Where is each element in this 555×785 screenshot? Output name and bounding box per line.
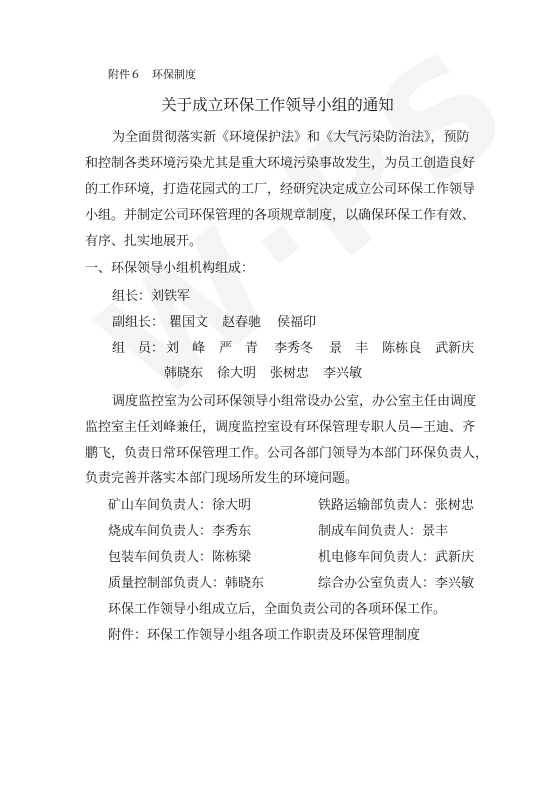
member-name: 李秀冬 [274,341,314,356]
responsible-right: 机电修车间负责人：武新庆 [318,550,475,565]
deputy-name: 赵春驰 [222,315,262,330]
leader-name: 刘铁军 [151,289,191,304]
leader-line [112,285,190,304]
document-title: 关于成立环保工作领导小组的通知 [161,96,394,114]
deputy-label: 副组长： [112,315,165,330]
member-name: 武新庆 [435,341,475,356]
member-name: 景 丰 [329,341,369,356]
responsible-left: 包装车间负责人：陈栋梁 [108,550,252,565]
responsible-left: 烧成车间负责人：李秀东 [108,524,252,539]
responsible-right: 制成车间负责人：景丰 [318,524,449,539]
office-line-3: 鹏飞，负责日常环保管理工作。公司各部门领导为本部门环保负责人， [85,446,489,461]
member-name: 陈栋良 [382,341,422,356]
office-line-2: 监控室主任刘峰兼任，调度监控室设有环保管理专职人员—王迪、齐 [85,420,476,435]
members-line-2 [164,362,362,381]
member-name: 徐大明 [217,366,257,381]
member-name: 严 青 [219,341,259,356]
closing-line: 环保工作领导小组成立后，全面负责公司的各项环保工作。 [108,602,447,617]
intro-line-1: 为全面贯彻落实新《环境保护法》和《大气污染防治法》，预防 [112,130,470,145]
responsible-right: 综合办公室负责人：李兴敏 [318,576,475,591]
responsible-left: 矿山车间负责人：徐大明 [108,498,252,513]
office-line-1: 调度监控室为公司环保领导小组常设办公室，办公室主任由调度 [112,394,477,409]
leader-label: 组长： [112,289,152,304]
deputy-line [112,311,316,330]
intro-line-3: 的工作环境，打造花园式的工厂，经研究决定成立公司环保工作领导 [85,182,476,197]
intro-line-4: 小组。并制定公司环保管理的各项规章制度，以确保环保工作有效、 [85,208,476,223]
member-name: 刘 峰 [166,341,206,356]
deputy-name: 侯福印 [277,315,317,330]
member-name: 李兴敏 [323,366,363,381]
intro-line-5: 有序、扎实地展开。 [85,234,203,249]
attachment-note: 附件：环保工作领导小组各项工作职责及环保管理制度 [108,628,421,643]
office-line-4: 负责完善并落实本部门现场所发生的环境问题。 [85,471,359,486]
intro-line-2: 和控制各类环境污染尤其是重大环境污染事故发生，为员工创造良好 [85,156,476,171]
attachment-header: 附件６ 环保制度 [108,68,196,81]
members-line-1 [112,337,474,356]
members-label: 组 员： [112,341,165,356]
responsible-left: 质量控制部负责人：韩晓东 [108,576,265,591]
section-heading: 一、环保领导小组机构组成： [85,261,255,276]
deputy-name: 瞿国文 [169,315,209,330]
member-name: 张树忠 [270,366,310,381]
member-name: 韩晓东 [164,366,204,381]
responsible-right: 铁路运输部负责人：张树忠 [318,498,475,513]
